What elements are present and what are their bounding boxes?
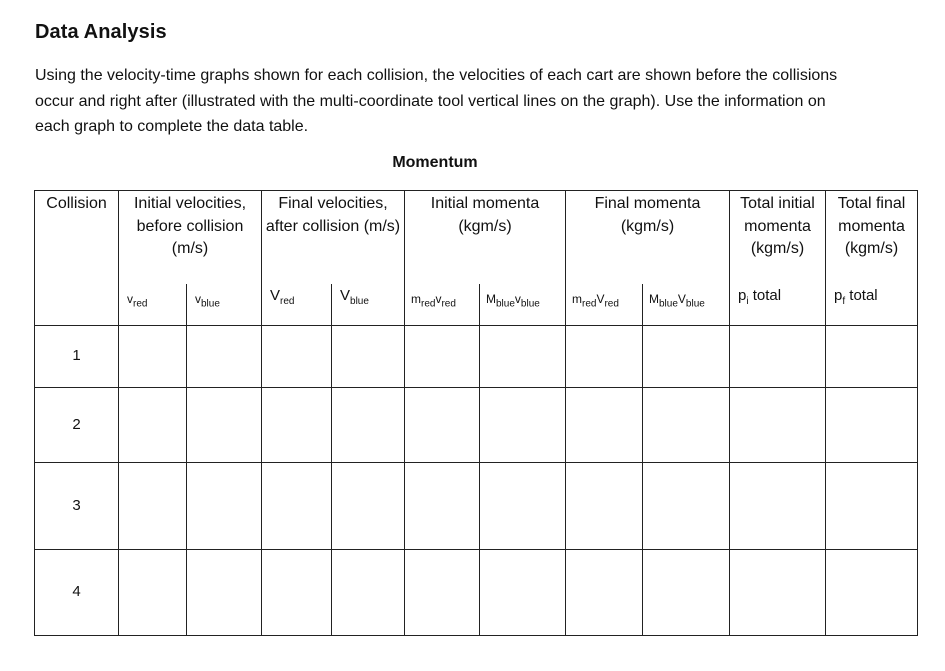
data-cell[interactable] <box>262 463 332 550</box>
initial-total-momentum-header: $p_i$ total <box>730 284 826 326</box>
data-cell[interactable] <box>262 326 332 388</box>
data-cell[interactable] <box>826 388 918 463</box>
data-cell[interactable] <box>119 388 187 463</box>
table-row <box>35 550 918 636</box>
final-v-red-header: $V_{red}$ <box>262 284 332 326</box>
data-cell[interactable] <box>119 463 187 550</box>
data-cell[interactable] <box>480 463 566 550</box>
subheader-row <box>35 284 918 326</box>
data-cell[interactable] <box>480 388 566 463</box>
data-cell[interactable] <box>730 388 826 463</box>
page-heading: Data Analysis <box>35 21 167 43</box>
initial-velocities-header: Initial velocities, before collision (m/s) <box>119 191 262 284</box>
final-total-momentum-header: $p_f$ total <box>826 284 918 326</box>
final-velocities-header: Final velocities, after collision (m/s) <box>262 191 405 284</box>
initial-v-red-header: $v_{red}$ <box>119 284 187 326</box>
data-cell[interactable] <box>730 326 826 388</box>
data-cell[interactable] <box>187 326 262 388</box>
data-cell[interactable] <box>405 463 480 550</box>
data-cell[interactable] <box>643 326 730 388</box>
final-v-blue-header: $V_{blue}$ <box>332 284 405 326</box>
data-cell[interactable] <box>405 388 480 463</box>
data-cell[interactable] <box>730 550 826 636</box>
data-cell[interactable] <box>566 388 643 463</box>
data-cell[interactable] <box>405 550 480 636</box>
collision-number: 3 <box>35 463 119 550</box>
data-cell[interactable] <box>730 463 826 550</box>
data-cell[interactable] <box>187 463 262 550</box>
data-cell[interactable] <box>262 388 332 463</box>
data-cell[interactable] <box>480 326 566 388</box>
data-cell[interactable] <box>826 326 918 388</box>
final-momenta-header: Final momenta (kgm/s) <box>566 191 730 284</box>
header-row <box>35 191 918 284</box>
table-title: Momentum <box>392 154 478 171</box>
data-cell[interactable] <box>480 550 566 636</box>
collision-number: 1 <box>35 326 119 388</box>
table-row <box>35 388 918 463</box>
data-cell[interactable] <box>643 550 730 636</box>
data-cell[interactable] <box>187 550 262 636</box>
data-cell[interactable] <box>826 550 918 636</box>
data-cell[interactable] <box>566 326 643 388</box>
initial-v-blue-header: $v_{blue}$ <box>187 284 262 326</box>
data-cell[interactable] <box>643 388 730 463</box>
data-cell[interactable] <box>262 550 332 636</box>
collision-number: 2 <box>35 388 119 463</box>
table-row <box>35 463 918 550</box>
data-cell[interactable] <box>119 326 187 388</box>
total-final-momenta-header: Total final momenta (kgm/s) <box>826 191 918 284</box>
initial-momentum-red-header: $m_{red}v_{red}$ <box>405 284 480 326</box>
initial-momentum-blue-header: $M_{blue}v_{blue}$ <box>480 284 566 326</box>
data-cell[interactable] <box>566 463 643 550</box>
data-cell[interactable] <box>187 388 262 463</box>
data-cell[interactable] <box>332 550 405 636</box>
data-cell[interactable] <box>826 463 918 550</box>
total-initial-momenta-header: Total initial momenta (kgm/s) <box>730 191 826 284</box>
final-momentum-red-header: $m_{red}V_{red}$ <box>566 284 643 326</box>
collision-header: Collision <box>35 191 119 326</box>
final-momentum-blue-header: $M_{blue}V_{blue}$ <box>643 284 730 326</box>
data-cell[interactable] <box>332 463 405 550</box>
momentum-data-table <box>34 190 918 636</box>
data-cell[interactable] <box>643 463 730 550</box>
data-cell[interactable] <box>566 550 643 636</box>
data-cell[interactable] <box>332 326 405 388</box>
data-cell[interactable] <box>119 550 187 636</box>
collision-number: 4 <box>35 550 119 636</box>
table-row <box>35 326 918 388</box>
intro-paragraph: Using the velocity-time graphs shown for each collision, the velocities of each cart are shown before the collisions occur and right after (illustrated with the multi-coordinate tool vertical lines on the graph). Use the information on each graph to complete the data table. <box>35 67 838 135</box>
data-cell[interactable] <box>332 388 405 463</box>
initial-momenta-header: Initial momenta (kgm/s) <box>405 191 566 284</box>
data-cell[interactable] <box>405 326 480 388</box>
